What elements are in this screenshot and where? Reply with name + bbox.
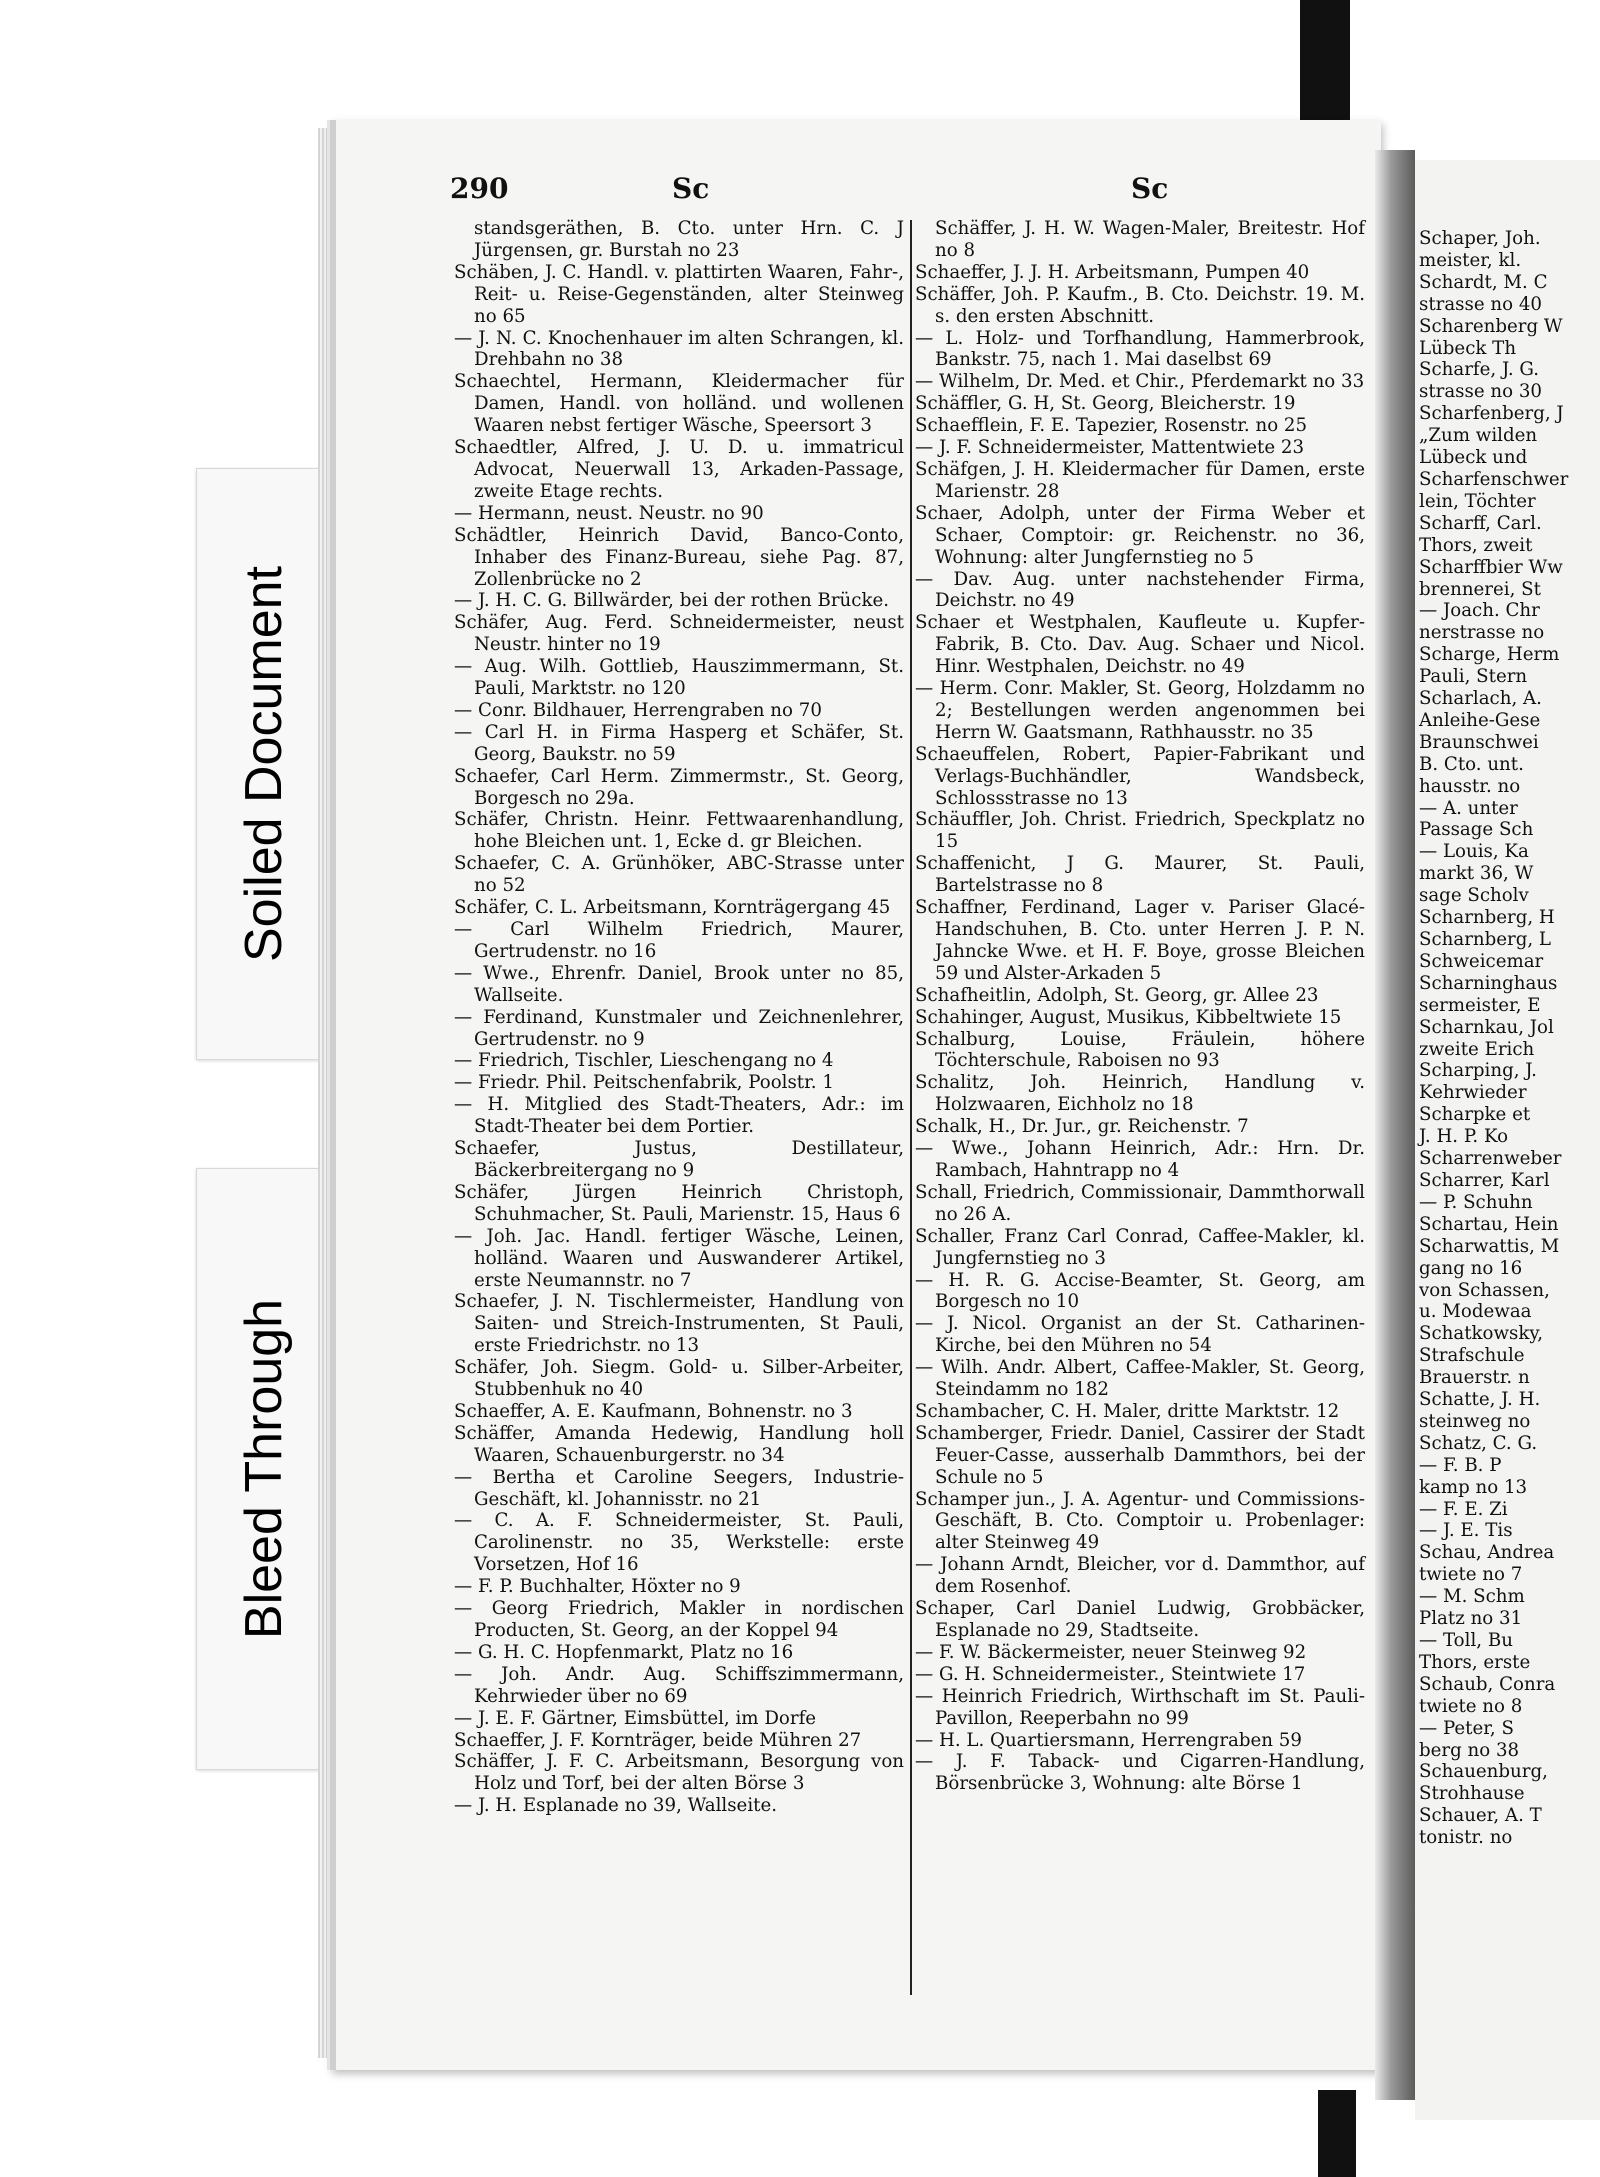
directory-entry: — G. H. Schneidermeister., Steintwiete 17 [915,1663,1306,1685]
directory-entry: Schamper jun., J. A. Agentur- und Commissions-Geschäft, B. Cto. Comptoir u. Probenlager: alter Steinweg 49 [915,1488,1365,1554]
directory-entry: — G. H. C. Hopfenmarkt, Platz no 16 [454,1641,794,1663]
directory-entry: — Conr. Bildhauer, Herrengraben no 70 [454,699,822,721]
directory-entry: Schäben, J. C. Handl. v. plattirten Waaren, Fahr-, Reit- u. Reise-Gegenständen, alter Steinweg no 65 [454,261,904,327]
page-number: 290 [450,172,509,205]
next-page-line: nerstrasse no [1419,622,1545,644]
directory-entry: Schäfgen, J. H. Kleidermacher für Damen, erste Marienstr. 28 [915,458,1365,502]
next-page-line: strasse no 30 [1419,381,1542,403]
directory-entry: — Wilhelm, Dr. Med. et Chir., Pferdemarkt no 33 [915,371,1365,393]
directory-entry: Schaffenicht, J G. Maurer, St. Pauli, Bartelstrasse no 8 [915,853,1365,897]
left-directory-column [454,218,904,1817]
next-page-line: meister, kl. [1419,249,1522,271]
next-page-line: Scharfe, J. G. [1419,359,1540,381]
next-page-line: Scharfenberg, J [1419,403,1564,425]
next-page-line: zweite Erich [1419,1038,1535,1060]
next-page-line: twiete no 8 [1419,1695,1523,1717]
next-page-line: Schauenburg, [1419,1761,1548,1783]
next-page-line: von Schassen, [1419,1279,1550,1301]
directory-entry: — H. Mitglied des Stadt-Theaters, Adr.: im Stadt-Theater bei dem Portier. [454,1094,904,1138]
directory-entry: — J. Nicol. Organist an der St. Catharinen-Kirche, bei den Mühren no 54 [915,1313,1365,1357]
next-page-line: Scharenberg W [1419,315,1563,337]
middle-directory-column [915,218,1365,1795]
directory-entry: — Friedrich, Tischler, Lieschengang no 4 [454,1050,834,1072]
directory-entry: — L. Holz- und Torfhandlung, Hammerbrook, Bankstr. 75, nach 1. Mai daselbst 69 [915,327,1365,371]
next-page-line: — F. E. Zi [1419,1498,1508,1520]
next-page-line: berg no 38 [1419,1739,1520,1761]
column-divider [910,220,912,1995]
directory-entry: — Carl Wilhelm Friedrich, Maurer, Gertrudenstr. no 16 [454,919,904,962]
directory-entry: Schaer, Adolph, unter der Firma Weber et Schaer, Comptoir: gr. Reichenstr. no 36, Wohnung: alter Jungfernstieg no 5 [915,502,1365,568]
directory-entry: Schaeffer, A. E. Kaufmann, Bohnenstr. no 3 [454,1400,853,1422]
directory-entry: — Friedr. Phil. Peitschenfabrik, Poolstr. 1 [454,1072,834,1094]
directory-entry: Schaper, Carl Daniel Ludwig, Grobbäcker, Esplanade no 29, Stadtseite. [915,1598,1365,1641]
next-page-line: Scharrenweber [1419,1148,1562,1170]
next-page-line: Scharff, Carl. [1419,512,1542,534]
directory-entry: — C. A. F. Schneidermeister, St. Pauli, Carolinenstr. no 35, Werkstelle: erste Vorsetzen, Hof 16 [454,1510,904,1576]
next-page-line: — Toll, Bu [1419,1630,1513,1651]
page-stack-edge [318,128,330,2058]
next-page-line: Schaper, Joh. [1419,228,1541,249]
directory-entry: Schäfer, Jürgen Heinrich Christoph, Schuhmacher, St. Pauli, Marienstr. 15, Haus 6 [454,1181,904,1225]
next-page-line: Scharnberg, H [1419,907,1555,929]
directory-entry: — Wwe., Ehrenfr. Daniel, Brook unter no 85, Wallseite. [454,962,904,1006]
directory-entry: Schaeuffelen, Robert, Papier-Fabrikant und Verlags-Buchhändler, Wandsbeck, Schlossstrasse no 13 [915,743,1365,809]
next-page-line: Anleihe-Gese [1419,709,1541,731]
directory-entry: — J. E. F. Gärtner, Eimsbüttel, im Dorfe [454,1707,817,1729]
directory-entry: — Ferdinand, Kunstmaler und Zeichnenlehrer, Gertrudenstr. no 9 [454,1006,904,1050]
directory-entry: Schafheitlin, Adolph, St. Georg, gr. Allee 23 [915,984,1319,1006]
next-page-line: twiete no 7 [1419,1564,1523,1586]
next-page-line: Scharping, J. [1419,1060,1537,1082]
directory-entry: Schahinger, August, Musikus, Kibbeltwiete 15 [915,1006,1342,1028]
next-page-line: sage Scholv [1419,885,1529,907]
next-page-line: Schardt, M. C [1419,271,1548,293]
directory-entry: Schädtler, Heinrich David, Banco-Conto, Inhaber des Finanz-Bureau, siehe Pag. 87, Zollenbrücke no 2 [454,524,904,590]
soiled-document-text: Soiled Document [235,566,293,962]
next-page-line: B. Cto. unt. [1419,753,1524,775]
next-page-line: — M. Schm [1419,1586,1525,1608]
directory-entry: Schaffner, Ferdinand, Lager v. Pariser Glacé-Handschuhen, B. Cto. unter Herren J. P. N. Jahncke Wwe. et H. F. Boye, grosse Bleichen 59 und Alster-Arkaden 5 [915,897,1365,984]
directory-entry: Schäuffler, Joh. Christ. Friedrich, Speckplatz no 15 [915,809,1365,853]
directory-entry: — Bertha et Caroline Seegers, Industrie-Geschäft, kl. Johannisstr. no 21 [454,1466,904,1510]
directory-entry: Schaefer, Justus, Destillateur, Bäckerbreitergang no 9 [454,1138,904,1181]
directory-entry: Schaeffer, J. F. Kornträger, beide Mühren 27 [454,1729,862,1751]
next-page-line: — J. E. Tis [1419,1520,1513,1542]
next-page-line: Scharwattis, M [1419,1235,1560,1257]
next-page-line: Scharffbier Ww [1419,556,1563,578]
next-page-line: gang no 16 [1419,1257,1523,1279]
next-page-line: Strohhause [1419,1783,1525,1805]
soiled-document-label [196,468,332,1060]
directory-entry: standsgeräthen, B. Cto. unter Hrn. C. J Jürgensen, gr. Burstah no 23 [474,218,904,261]
directory-entry: — Herm. Conr. Makler, St. Georg, Holzdamm no 2; Bestellungen werden angenommen bei Herrn W. Gaatsmann, Rathhausstr. no 35 [915,678,1365,743]
next-page-line: Schatz, C. G. [1419,1432,1538,1454]
directory-entry: — Hermann, neust. Neustr. no 90 [454,502,764,524]
directory-entry: — Wwe., Johann Heinrich, Adr.: Hrn. Dr. Rambach, Hahntrapp no 4 [915,1138,1365,1181]
next-page-line: Passage Sch [1419,819,1534,841]
directory-entry: Schaller, Franz Carl Conrad, Caffee-Makler, kl. Jungfernstieg no 3 [915,1225,1365,1269]
directory-entry: Schäfer, C. L. Arbeitsmann, Kornträgergang 45 [454,897,891,919]
next-page-line: Thors, erste [1419,1651,1531,1673]
directory-entry: — Joh. Andr. Aug. Schiffszimmermann, Kehrwieder über no 69 [454,1663,904,1707]
book-gutter [1375,150,1415,2100]
directory-entry: — H. L. Quartiersmann, Herrengraben 59 [915,1729,1302,1751]
next-page-line: Scharlach, A. [1419,688,1542,710]
directory-entry: — J. F. Taback- und Cigarren-Handlung, Börsenbrücke 3, Wohnung: alte Börse 1 [915,1751,1365,1795]
directory-entry: — J. H. Esplanade no 39, Wallseite. [454,1795,777,1817]
directory-entry: — J. N. C. Knochenhauer im alten Schrangen, kl. Drehbahn no 38 [454,327,904,371]
next-page-column [1419,228,1600,1849]
directory-entry: Schaer et Westphalen, Kaufleute u. Kupfer-Fabrik, B. Cto. Dav. Aug. Schaer und Nicol. Hinr. Westphalen, Deichstr. no 49 [915,612,1365,678]
next-page-line: Platz no 31 [1419,1608,1523,1630]
directory-entry: Schäffler, G. H, St. Georg, Bleicherstr. 19 [915,393,1296,415]
next-page-line: Scharpke et [1419,1104,1531,1126]
directory-entry: Schalk, H., Dr. Jur., gr. Reichenstr. 7 [915,1116,1249,1138]
next-page-line: steinweg no [1419,1410,1531,1432]
next-page-fragment [1415,160,1600,2120]
next-page-line: Kehrwieder [1419,1082,1527,1104]
next-page-line: J. H. P. Ko [1419,1126,1509,1148]
directory-entry: — F. P. Buchhalter, Höxter no 9 [454,1576,741,1598]
directory-entry: — Carl H. in Firma Hasperg et Schäfer, St. Georg, Baukstr. no 59 [454,721,904,765]
next-page-line: Scharfenschwer [1419,468,1569,490]
next-page-line: Schatte, J. H. [1419,1389,1541,1411]
directory-entry: Schäffer, Amanda Hedewig, Handlung holl Waaren, Schauenburgerstr. no 34 [454,1422,904,1466]
next-page-line: — Louis, Ka [1419,841,1529,863]
directory-entry: — F. W. Bäckermeister, neuer Steinweg 92 [915,1641,1307,1663]
next-page-line: Lübeck Th [1419,337,1517,359]
right-column-heading: Sc [1131,172,1169,205]
next-page-line: tonistr. no [1419,1827,1513,1849]
directory-entry: Schaeffer, J. J. H. Arbeitsmann, Pumpen 40 [915,261,1310,283]
directory-entry: Schäffer, J. H. W. Wagen-Maler, Breitestr. Hof no 8 [935,218,1365,261]
directory-entry: Schalburg, Louise, Fräulein, höhere Töchterschule, Raboisen no 93 [915,1028,1365,1072]
next-page-line: Schauer, A. T [1419,1805,1542,1827]
next-page-line: Scharninghaus [1419,972,1558,994]
directory-entry: — Joh. Jac. Handl. fertiger Wäsche, Leinen, holländ. Waaren und Auswanderer Artikel, erste Neumannstr. no 7 [454,1225,904,1291]
next-page-line: Pauli, Stern [1419,666,1528,688]
directory-entry: Schaechtel, Hermann, Kleidermacher für Damen, Handl. von holländ. und wollenen Waaren nebst fertiger Wäsche, Speersort 3 [454,371,904,437]
directory-entry: — J. F. Schneidermeister, Mattentwiete 23 [915,437,1305,459]
bleed-through-label [196,1168,332,1770]
next-page-line: Scharrer, Karl [1419,1169,1550,1191]
directory-entry: Schaefer, J. N. Tischlermeister, Handlung von Saiten- und Streich-Instrumenten, St Pauli, erste Friedrichstr. no 13 [454,1291,904,1357]
directory-entry: — Georg Friedrich, Makler in nordischen Producten, St. Georg, an der Koppel 94 [454,1598,904,1641]
directory-entry: — J. H. C. G. Billwärder, bei der rothen Brücke. [454,590,890,612]
next-page-line: Scharnkau, Jol [1419,1016,1554,1038]
next-page-line: — P. Schuhn [1419,1191,1533,1213]
directory-entry: — Johann Arndt, Bleicher, vor d. Dammthor, auf dem Rosenhof. [915,1554,1365,1598]
next-page-line: Braunschwei [1419,731,1539,753]
directory-entry: — Aug. Wilh. Gottlieb, Hauszimmermann, St. Pauli, Marktstr. no 120 [454,656,904,700]
directory-entry: Schaefflein, F. E. Tapezier, Rosenstr. no 25 [915,415,1308,437]
next-page-line: — Joach. Chr [1419,600,1540,622]
next-page-line: — Peter, S [1419,1717,1514,1739]
directory-entry: — H. R. G. Accise-Beamter, St. Georg, am Borgesch no 10 [915,1269,1365,1313]
directory-entry: Schäfer, Joh. Siegm. Gold- u. Silber-Arbeiter, Stubbenhuk no 40 [454,1357,904,1401]
black-bar-bottom [1318,2090,1356,2177]
next-page-line: Strafschule [1419,1345,1525,1367]
directory-entry: Schäfer, Christn. Heinr. Fettwaarenhandlung, hohe Bleichen unt. 1, Ecke d. gr Bleichen. [454,809,904,853]
next-page-line: kamp no 13 [1419,1476,1528,1498]
next-page-line: hausstr. no [1419,775,1521,797]
next-page-line: sermeister, E [1419,994,1541,1016]
next-page-line: Schau, Andrea [1419,1542,1555,1564]
left-column-heading: Sc [672,172,710,205]
directory-entry: — Wilh. Andr. Albert, Caffee-Makler, St. Georg, Steindamm no 182 [915,1357,1365,1401]
directory-entry: Schamberger, Friedr. Daniel, Cassirer der Stadt Feuer-Casse, ausserhalb Dammthors, bei der Schule no 5 [915,1422,1365,1488]
next-page-line: Lübeck und [1419,447,1528,469]
directory-entry: Schaefer, Carl Herm. Zimmermstr., St. Georg, Borgesch no 29a. [454,765,904,809]
directory-entry: — Heinrich Friedrich, Wirthschaft im St. Pauli-Pavillon, Reeperbahn no 99 [915,1685,1365,1729]
next-page-line: Scharnberg, L [1419,929,1551,950]
next-page-line: Brauerstr. n [1419,1367,1530,1389]
next-page-line: — A. unter [1419,797,1518,819]
next-page-line: „Zum wilden [1419,425,1538,447]
next-page-line: Schweicemar [1419,950,1544,972]
next-page-line: — F. B. P [1419,1454,1502,1476]
next-page-line: u. Modewaa [1419,1301,1532,1323]
directory-entry: Schaefer, C. A. Grünhöker, ABC-Strasse unter no 52 [454,853,904,897]
directory-entry: Schambacher, C. H. Maler, dritte Marktstr. 12 [915,1400,1340,1422]
bleed-through-text: Bleed Through [235,1298,293,1640]
next-page-line: Schatkowsky, [1419,1323,1544,1345]
next-page-line: Schaub, Conra [1419,1673,1556,1695]
next-page-line: Thors, zweit [1419,534,1533,556]
next-page-line: Schartau, Hein [1419,1213,1559,1235]
page-header [450,172,1350,208]
next-page-line: markt 36, W [1419,863,1534,885]
next-page-line: strasse no 40 [1419,293,1542,315]
directory-entry: Schäfer, Aug. Ferd. Schneidermeister, neust Neustr. hinter no 19 [454,612,904,656]
next-page-line: Scharge, Herm [1419,644,1560,666]
directory-entry: Schäffer, J. F. C. Arbeitsmann, Besorgung von Holz und Torf, bei der alten Börse 3 [454,1751,904,1795]
next-page-line: brennerei, St [1419,578,1541,600]
directory-entry: Schaedtler, Alfred, J. U. D. u. immatricul Advocat, Neuerwall 13, Arkaden-Passage, zweite Etage rechts. [454,437,904,502]
directory-entry: Schäffer, Joh. P. Kaufm., B. Cto. Deichstr. 19. M. s. den ersten Abschnitt. [915,283,1365,327]
directory-entry: — Dav. Aug. unter nachstehender Firma, Deichstr. no 49 [915,568,1365,612]
next-page-line: lein, Töchter [1419,490,1536,512]
directory-entry: Schall, Friedrich, Commissionair, Dammthorwall no 26 A. [915,1181,1365,1225]
directory-entry: Schalitz, Joh. Heinrich, Handlung v. Holzwaaren, Eichholz no 18 [915,1072,1365,1116]
